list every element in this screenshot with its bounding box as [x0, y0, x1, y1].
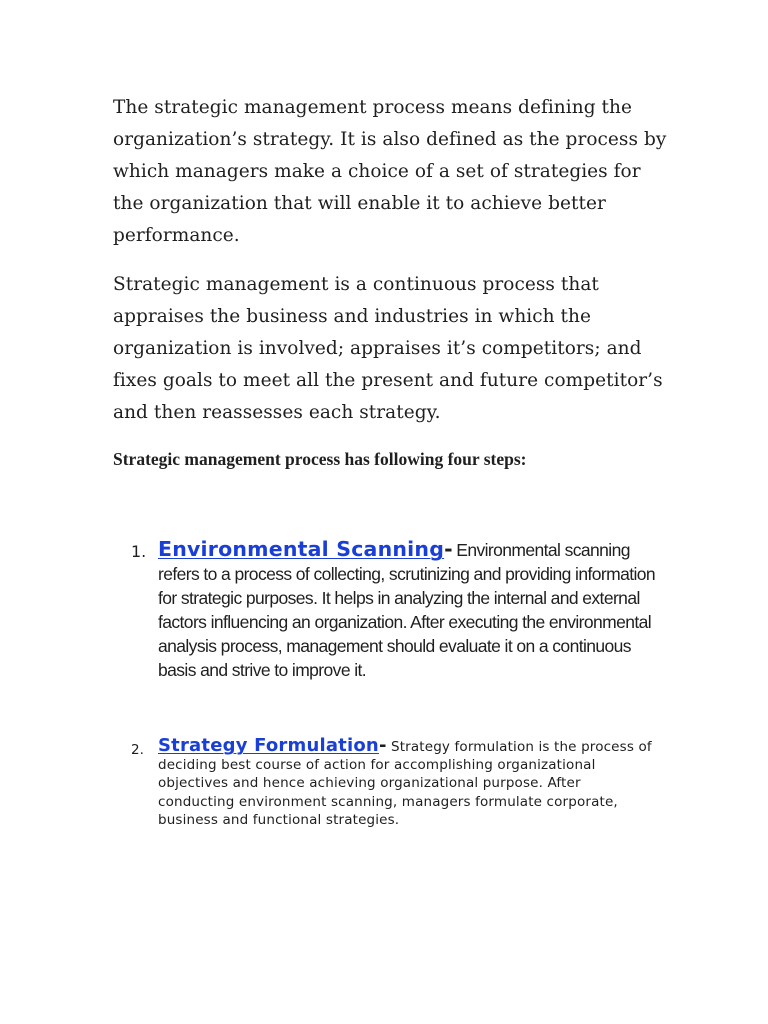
- step-description: Strategy formulation is the process of deciding best course of action for accomplishing organizational objectives and hence achieving organizational purpose. After conducting environment scanning, managers formulate corporate, business and functional strategies.: [158, 739, 652, 828]
- list-number: 2.: [131, 742, 144, 758]
- step-body: [158, 737, 658, 829]
- step-separator: -: [444, 537, 452, 561]
- continuous-process-paragraph: Strategic management is a continuous process that appraises the business and industries in which the organization is involved; appraises it’s competitors; and fixes goals to meet all the present and future competitor’s and then reassesses each strategy.: [113, 274, 663, 423]
- list-number: 1.: [131, 542, 147, 561]
- intro-paragraph: The strategic management process means defining the organization’s strategy. It is also defined as the process by which managers make a choice of a set of strategies for the organization that will enable it to achieve better performance.: [113, 97, 667, 246]
- step-body: [158, 537, 658, 682]
- step-title-link[interactable]: Environmental Scanning: [158, 537, 445, 561]
- step-separator: -: [378, 735, 387, 756]
- step-title-link[interactable]: Strategy Formulation: [158, 735, 379, 756]
- step-description: Environmental scanning refers to a process of collecting, scrutinizing and providing information for strategic purposes. It helps in analyzing the internal and external factors influencing an organization. After executing the environmental analysis process, management should evaluate it on a continuous basis and strive to improve it.: [158, 540, 656, 680]
- steps-heading: Strategic management process has following four steps:: [113, 449, 527, 469]
